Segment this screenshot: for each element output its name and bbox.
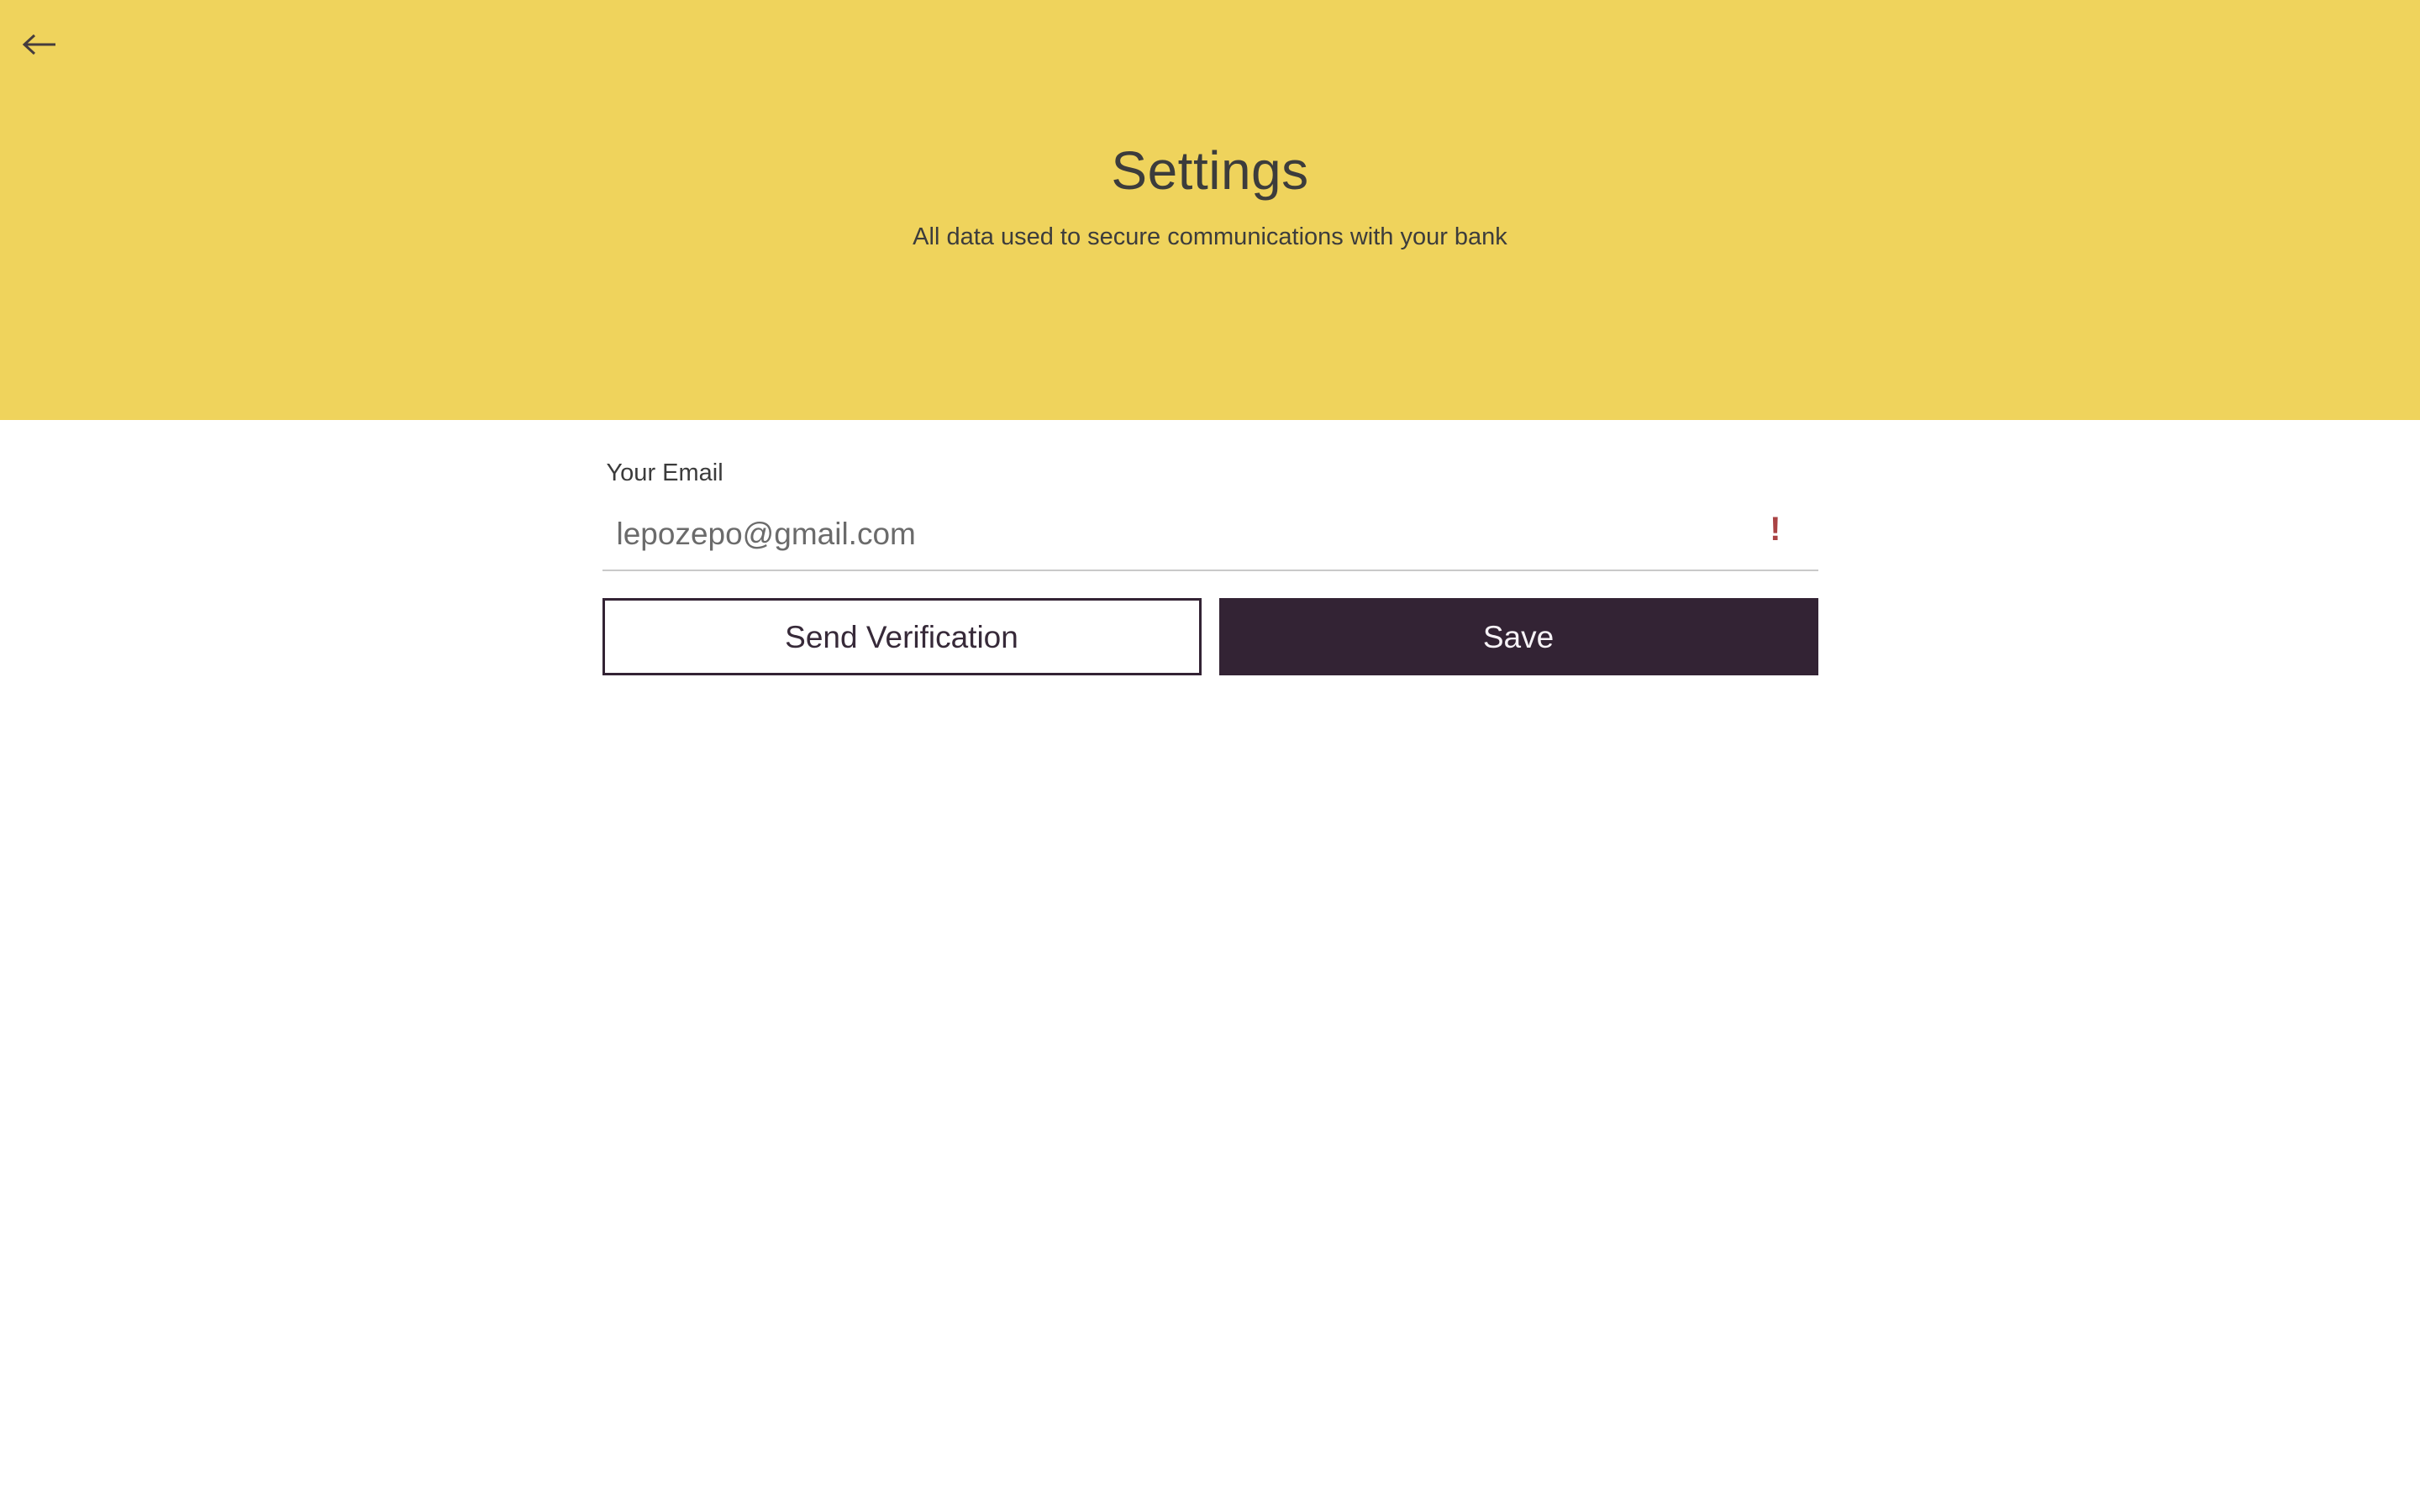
page-subtitle: All data used to secure communications with your bank (913, 223, 1507, 250)
back-arrow-icon (22, 45, 57, 58)
header-banner (0, 0, 2420, 420)
settings-form (602, 420, 1818, 675)
send-verification-button[interactable]: Send Verification (602, 598, 1202, 675)
save-button[interactable]: Save (1219, 598, 1818, 675)
back-button[interactable] (18, 30, 60, 59)
header-content (0, 0, 2420, 251)
form-actions (602, 598, 1818, 675)
email-input-row (602, 494, 1818, 571)
settings-page (0, 0, 2420, 675)
page-title: Settings (1111, 140, 1309, 201)
email-input[interactable] (602, 494, 1818, 570)
email-label: Your Email (606, 459, 723, 486)
error-exclamation-icon: ! (1770, 510, 1781, 548)
